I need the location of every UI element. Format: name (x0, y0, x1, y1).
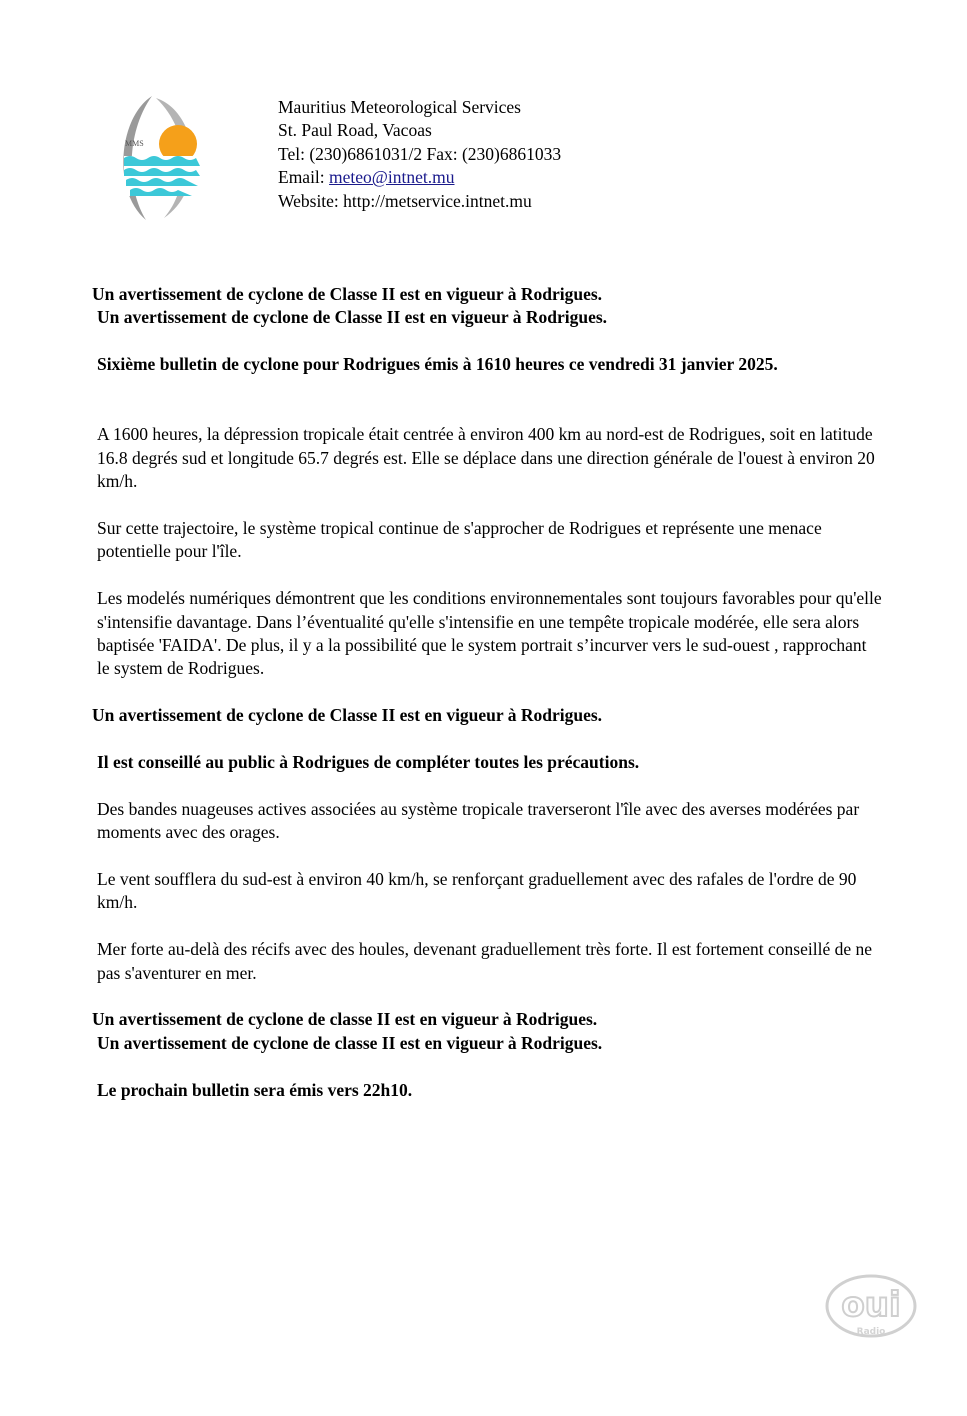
email-link[interactable]: meteo@intnet.mu (329, 167, 455, 188)
paragraph-wind: Le vent soufflera du sud-est à environ 40 km/h, se renforçant graduellement avec des rafales de l'ordre de 90 km/h. (97, 869, 857, 913)
next-bulletin: Le prochain bulletin sera émis vers 22h10. (97, 1079, 413, 1100)
org-name: Mauritius Meteorological Services (278, 97, 521, 117)
warning-line: Un avertissement de cyclone de Classe II est en vigueur à Rodrigues. (97, 307, 608, 328)
paragraph-sea: Mer forte au-delà des récifs avec des houles, devenant graduellement très forte. Il est fortement conseillé de ne pas s'aventurer en mer. (97, 939, 873, 983)
warning-line: Un avertissement de cyclone de classe II est en vigueur à Rodrigues. (97, 1032, 603, 1053)
advice-line: Il est conseillé au public à Rodrigues de compléter toutes les précautions. (97, 752, 640, 773)
mms-logo (112, 92, 208, 224)
org-address: St. Paul Road, Vacoas (278, 120, 432, 141)
org-email (278, 166, 561, 189)
letterhead (278, 96, 561, 213)
email-label: Email: (278, 167, 330, 188)
org-phone: Tel: (230)6861031/2 Fax: (230)6861033 (278, 143, 562, 164)
bulletin-body (92, 283, 882, 1102)
bulletin-title: Sixième bulletin de cyclone pour Rodrigues émis à 1610 heures ce vendredi 31 janvier 2025. (97, 354, 778, 375)
radio-watermark (822, 1272, 920, 1344)
logo-text: MMS (125, 139, 144, 148)
org-website: Website: http://metservice.intnet.mu (278, 190, 532, 211)
warning-line: Un avertissement de cyclone de Classe II est en vigueur à Rodrigues. (92, 284, 603, 304)
paragraph-trajectory: Sur cette trajectoire, le système tropical continue de s'approcher de Rodrigues et représente une menace potentielle pour l'île. (97, 518, 822, 562)
warning-line: Un avertissement de cyclone de Classe II est en vigueur à Rodrigues. (92, 705, 603, 726)
paragraph-position: A 1600 heures, la dépression tropicale était centrée à environ 400 km au nord-est de Rodrigues, soit en latitude 16.8 degrés sud et longitude 65.7 degrés est. Elle se déplace dans une direction générale de l'ouest à environ 20 km/h. (97, 424, 875, 492)
watermark-subtext: Radio (856, 1327, 886, 1337)
paragraph-models: Les modelés numériques démontrent que les conditions environnementales sont toujours favorables pour qu'elle s'intensifie davantage. Dans l’éventualité qu'elle s'intensifie en une tempête tropicale modérée, elle sera alors baptisée 'FAIDA'. De plus, il y a la possibilité que le system portrait s’incurver vers le sud-ouest , rapprochant le system de Rodrigues. (97, 588, 882, 679)
watermark-logo-text: oui (841, 1285, 901, 1325)
warning-line: Un avertissement de cyclone de classe II est en vigueur à Rodrigues. (92, 1009, 598, 1030)
paragraph-clouds: Des bandes nuageuses actives associées au système tropicale traverseront l'île avec des averses modérées par moments avec des orages. (97, 798, 860, 843)
